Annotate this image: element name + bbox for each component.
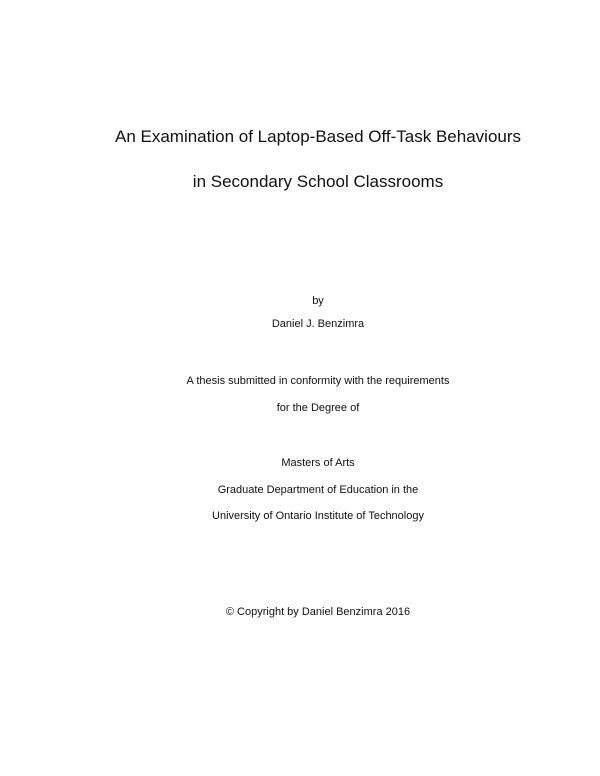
copyright: © Copyright by Daniel Benzimra 2016: [225, 606, 411, 618]
statement-line-1: A thesis submitted in conformity with the requirements: [186, 375, 450, 387]
thesis-title-line-2: in Secondary School Classrooms: [192, 172, 444, 191]
thesis-title-line-1: An Examination of Laptop-Based Off-Task Behaviours: [114, 127, 522, 146]
by-label: by: [312, 295, 324, 307]
degree: Masters of Arts: [281, 457, 355, 469]
department: Graduate Department of Education in the: [217, 484, 419, 496]
statement-line-2: for the Degree of: [276, 402, 360, 414]
university: University of Ontario Institute of Technology: [212, 510, 424, 522]
author-name: Daniel J. Benzimra: [271, 318, 365, 330]
